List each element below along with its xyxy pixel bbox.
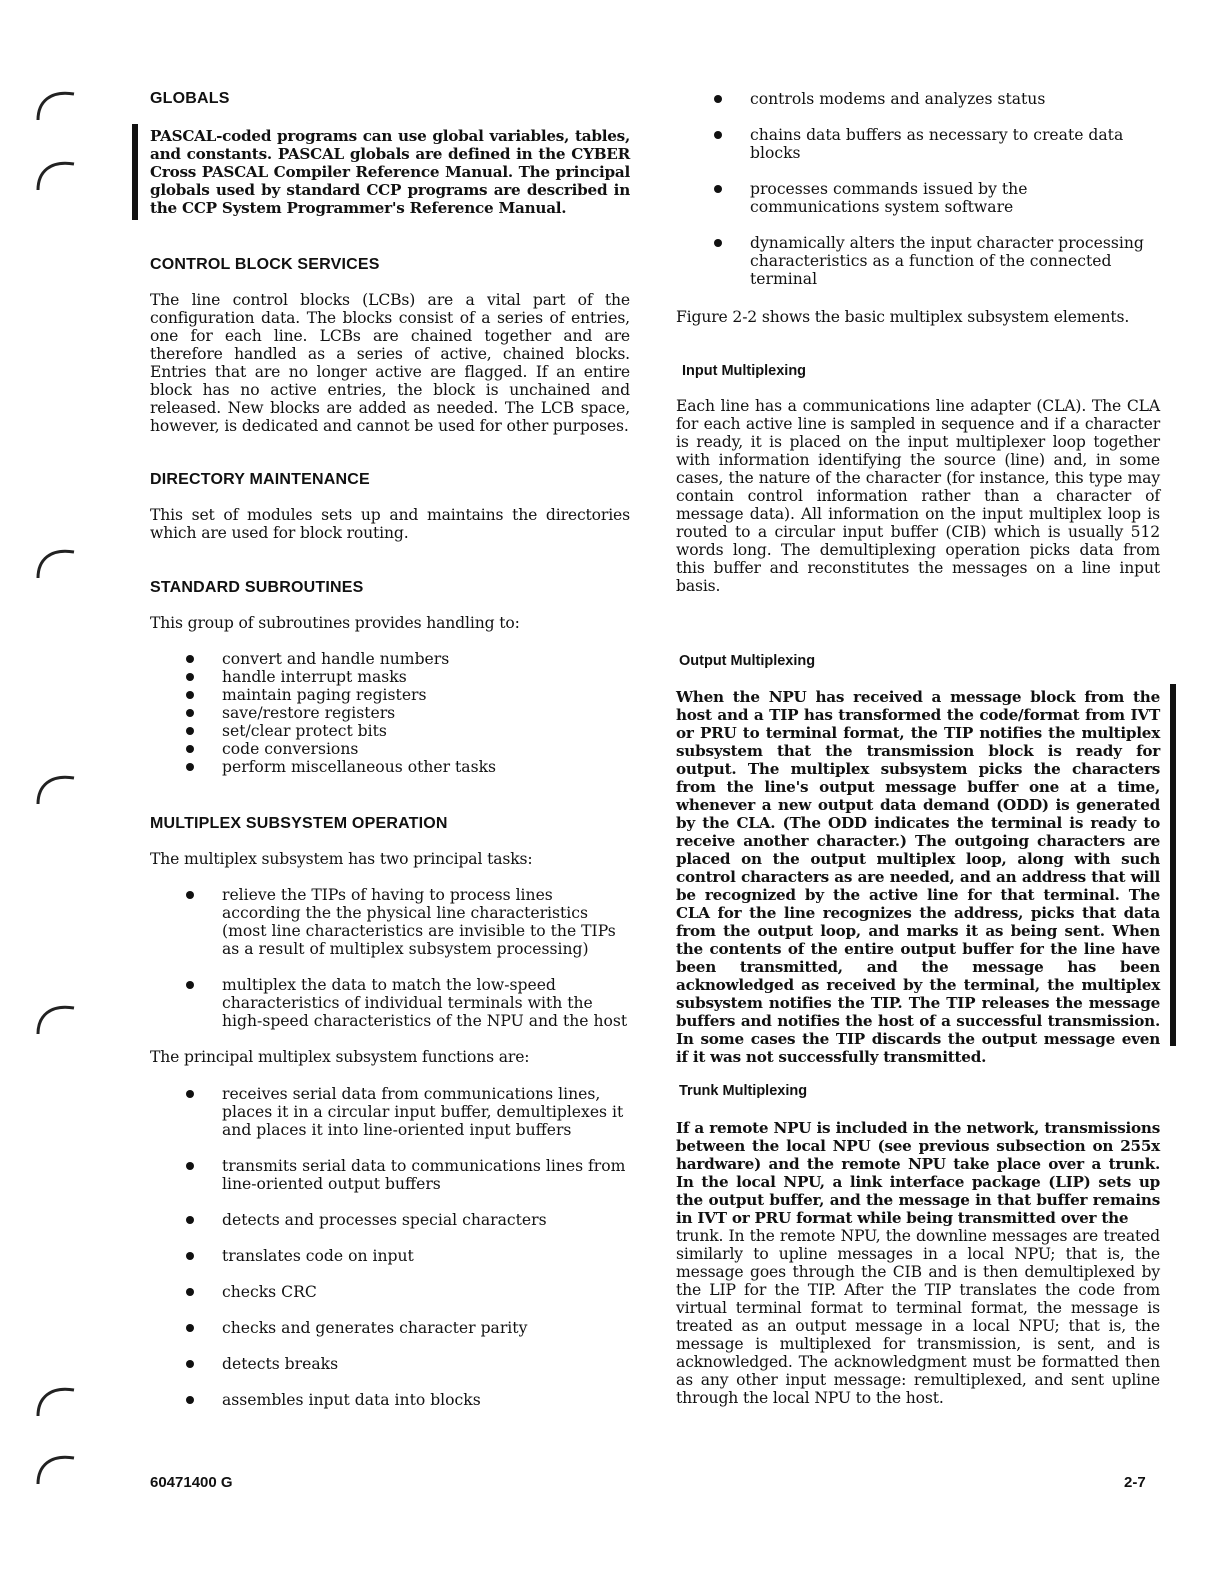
standard-subroutines-intro: This group of subroutines provides handling to: (150, 614, 520, 632)
bullet-icon (714, 185, 722, 193)
output-multiplexing-body (676, 688, 1160, 1066)
bullet-icon (186, 655, 194, 663)
binder-hole-mark (34, 86, 78, 122)
list-item: controls modems and analyzes status (676, 90, 1160, 108)
output-multiplexing-section (679, 652, 1163, 670)
bullet-icon (186, 691, 194, 699)
globals-heading: GLOBALS (150, 90, 230, 107)
globals-text: PASCAL-coded programs can use global variables, tables, and constants. PASCAL globals are defined in the CYBER Cross PASCAL Compiler Reference Manual. The principal globals used by standard CCP programs are described in the CCP System Programmer's Reference Manual. (150, 127, 630, 217)
bullet-icon (186, 1324, 194, 1332)
binder-hole-mark (34, 1000, 78, 1036)
trunk-multiplexing-heading: Trunk Multiplexing (679, 1083, 808, 1099)
list-item: receives serial data from communications lines, places it in a circular input buffer, demultiplexes it and places it into line-oriented input buffers (150, 1085, 630, 1139)
input-multiplexing-section (682, 362, 1166, 380)
bullet-icon (186, 1360, 194, 1368)
bullet-icon (186, 709, 194, 717)
bullet-icon (186, 763, 194, 771)
standard-subroutines-heading: STANDARD SUBROUTINES (150, 579, 364, 596)
directory-maintenance-section (150, 471, 630, 489)
bullet-icon (186, 673, 194, 681)
directory-maintenance-text: This set of modules sets up and maintains the directories which are used for block routing. (150, 506, 630, 542)
bullet-icon (714, 239, 722, 247)
bullet-icon (186, 1396, 194, 1404)
bullet-icon (186, 1288, 194, 1296)
input-multiplexing-body (676, 397, 1160, 595)
standard-subroutines-section (150, 579, 630, 597)
list-item: dynamically alters the input character processing characteristics as a function of the connected terminal (676, 234, 1160, 288)
trunk-multiplexing-text-bold: If a remote NPU is included in the network, transmissions between the local NPU (see previous subsection on 255x hardware) and the remote NPU take place over a trunk. In the local NPU, a link interface package (LIP) sets up the output buffer, and the message in that buffer remains in IVT or PRU format while being transmitted over the (676, 1119, 1160, 1227)
multiplex-tasks-intro-block (150, 850, 630, 868)
list-item: processes commands issued by the communications system software (676, 180, 1160, 216)
list-item: translates code on input (150, 1247, 630, 1265)
document-number: 60471400 G (150, 1474, 233, 1491)
input-multiplexing-text: Each line has a communications line adapter (CLA). The CLA for each active line is sampled in sequence and if a character is ready, it is placed on the input multiplexer loop together with information identifying the source (line) and, in some cases, the nature of the character (for instance, this type may contain control information rather than a character of message data). All information on the input multiplex loop is routed to a circular input buffer (CIB) which is usually 512 words long. The demultiplexing operation picks data from this buffer and reconstitutes the messages on a line input basis. (676, 397, 1160, 595)
trunk-multiplexing-text: trunk. In the remote NPU, the downline messages are treated similarly to upline messages in a local NPU; that is, the message goes through the CIB and is then demultiplexed by the LIP for the TIP. After the TIP translates the code from virtual terminal format to terminal format, the message is treated as an output message in a local NPU; that is, the message is multiplexed for transmission, is sent, and is acknowledged. The acknowledgment must be formatted then as any other input message: remultiplexed, and sent upline through the local NPU to the host. (676, 1227, 1160, 1407)
control-block-services-heading: CONTROL BLOCK SERVICES (150, 256, 380, 273)
multiplex-tasks-list (150, 886, 630, 1030)
bullet-icon (186, 1090, 194, 1098)
bullet-icon (186, 891, 194, 899)
binder-hole-mark (34, 156, 78, 192)
multiplex-subsystem-heading: MULTIPLEX SUBSYSTEM OPERATION (150, 815, 448, 832)
multiplex-tasks-intro: The multiplex subsystem has two principal tasks: (150, 850, 533, 868)
functions-intro: The principal multiplex subsystem functions are: (150, 1048, 530, 1066)
control-block-services-body (150, 291, 630, 435)
control-block-services-section (150, 256, 630, 274)
directory-maintenance-body (150, 506, 630, 542)
trunk-multiplexing-section (679, 1082, 1163, 1100)
list-item: detects and processes special characters (150, 1211, 630, 1229)
control-block-services-text: The line control blocks (LCBs) are a vital part of the configuration data. The blocks consist of a series of entries, one for each line. LCBs are chained together and are therefore handled as a series of active, chained blocks. Entries that are no longer active are flagged. If an entire block has no active entries, the block is unchained and released. New blocks are added as needed. The LCB space, however, is dedicated and cannot be used for other purposes. (150, 291, 630, 435)
list-item: handle interrupt masks (150, 668, 630, 686)
bullet-icon (714, 131, 722, 139)
list-item: detects breaks (150, 1355, 630, 1373)
multiplex-subsystem-section (150, 815, 630, 833)
trunk-multiplexing-body (676, 1119, 1160, 1407)
output-multiplexing-text: When the NPU has received a message block from the host and a TIP has transformed the code/format from IVT or PRU to terminal format, the TIP notifies the multiplex subsystem that the transmission block is ready for output. The multiplex subsystem picks the characters from the line's output message buffer one at a time, whenever a new output data demand (ODD) is generated by the CLA. (The ODD indicates the terminal is ready to receive another character.) The outgoing characters are placed on the output multiplex loop, along with such control characters as are needed, and an address that will be recognized by the active line for that terminal. The CLA for the line recognizes the address, picks that data from the output loop, and marks it as being sent. When the contents of the entire output buffer for the line have been transmitted, and the message has been acknowledged as received by the terminal, the multiplex subsystem notifies the TIP. The TIP releases the message buffers and notifies the host of a successful transmission. In some cases the TIP discards the output message even if it was not successfully transmitted. (676, 688, 1160, 1066)
change-bar-output-multiplexing (1170, 684, 1176, 1046)
list-item: transmits serial data to communications lines from line-oriented output buffers (150, 1157, 630, 1193)
list-item: assembles input data into blocks (150, 1391, 630, 1409)
list-item: maintain paging registers (150, 686, 630, 704)
directory-maintenance-heading: DIRECTORY MAINTENANCE (150, 471, 370, 488)
functions-intro-block (150, 1048, 630, 1066)
functions-list-block (150, 1085, 630, 1409)
multiplex-tasks-list-block (150, 886, 630, 1030)
globals-section (150, 90, 630, 108)
bullet-icon (186, 1252, 194, 1260)
standard-subroutines-list-block (150, 650, 630, 776)
output-multiplexing-heading: Output Multiplexing (679, 653, 816, 669)
bullet-icon (186, 981, 194, 989)
page-number: 2-7 (1124, 1474, 1146, 1491)
functions-continued-list (676, 90, 1160, 288)
binder-hole-mark (34, 1382, 78, 1418)
list-item: perform miscellaneous other tasks (150, 758, 630, 776)
list-item: chains data buffers as necessary to create data blocks (676, 126, 1160, 162)
standard-subroutines-list (150, 650, 630, 776)
globals-body (150, 127, 630, 217)
figure-reference: Figure 2-2 shows the basic multiplex subsystem elements. (676, 308, 1130, 326)
list-item: set/clear protect bits (150, 722, 630, 740)
list-item: checks and generates character parity (150, 1319, 630, 1337)
input-multiplexing-heading: Input Multiplexing (682, 363, 807, 379)
figure-reference-block (676, 308, 1160, 326)
binder-hole-mark (34, 1450, 78, 1486)
functions-list (150, 1085, 630, 1409)
bullet-icon (186, 1162, 194, 1170)
bullet-icon (186, 1216, 194, 1224)
list-item: code conversions (150, 740, 630, 758)
bullet-icon (186, 745, 194, 753)
change-bar-globals (132, 124, 138, 220)
bullet-icon (714, 95, 722, 103)
list-item: relieve the TIPs of having to process lines according the the physical line characteristics (most line characteristics are invisible to the TIPs as a result of multiplex subsystem processing) (150, 886, 630, 958)
binder-hole-mark (34, 544, 78, 580)
standard-subroutines-intro-block (150, 614, 630, 632)
list-item: multiplex the data to match the low-speed characteristics of individual terminals with the high-speed characteristics of the NPU and the host (150, 976, 630, 1030)
binder-hole-mark (34, 770, 78, 806)
list-item: convert and handle numbers (150, 650, 630, 668)
list-item: checks CRC (150, 1283, 630, 1301)
bullet-icon (186, 727, 194, 735)
list-item: save/restore registers (150, 704, 630, 722)
functions-continued-block (676, 90, 1160, 288)
